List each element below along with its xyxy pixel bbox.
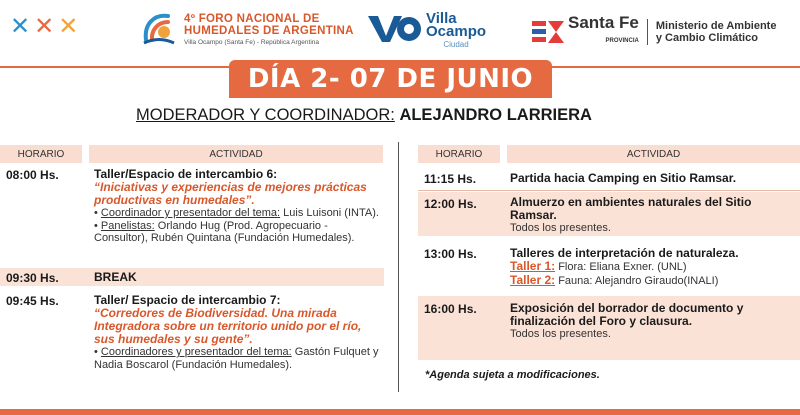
right-activity-4-title: Exposición del borrador de documento y finalización del Foro y clausura. xyxy=(510,301,744,328)
agenda-note: *Agenda sujeta a modificaciones. xyxy=(425,369,600,381)
ministry-line2: y Cambio Climático xyxy=(655,32,758,44)
row-separator xyxy=(418,190,800,191)
footer-bar xyxy=(0,409,800,415)
right-activity-4 xyxy=(510,302,772,341)
panelists-label: Panelistas: xyxy=(100,219,155,232)
x-mark-icon: ✕ xyxy=(58,12,79,40)
taller-2-label: Taller 2: xyxy=(510,272,556,287)
taller-2-value: Fauna: Alejandro Giraudo(INALI) xyxy=(555,274,719,287)
right-activity-3-title: Talleres de interpretación de naturaleza. xyxy=(510,246,739,260)
left-activity-1-panelists xyxy=(94,220,384,245)
right-col-horario xyxy=(418,145,500,163)
right-time-3: 13:00 Hs. xyxy=(424,247,477,261)
foro-emblem-icon xyxy=(140,10,178,48)
left-activity-3 xyxy=(94,294,384,371)
left-activity-1 xyxy=(94,168,384,245)
x-mark-icon: ✕ xyxy=(10,12,31,40)
right-col-horario-label: HORARIO xyxy=(435,148,483,160)
left-activity-3-quote: “Corredores de Biodiversidad. Una mirada Integradora sobre un territorio unido por el río, sus humedales y su gente”. xyxy=(94,306,362,346)
left-activity-2 xyxy=(94,271,384,284)
moderator-label: MODERADOR Y COORDINADOR: xyxy=(136,106,395,124)
moderator-line xyxy=(136,106,592,125)
left-col-horario-label: HORARIO xyxy=(17,148,65,160)
moderator-name: ALEJANDRO LARRIERA xyxy=(399,106,592,124)
santa-fe-flag-icon xyxy=(532,19,564,45)
taller-2-line xyxy=(510,274,798,288)
day-banner xyxy=(229,60,552,98)
left-activity-3-coordinators xyxy=(94,346,384,371)
right-activity-4-sub: Todos los presentes. xyxy=(510,328,611,340)
santa-fe-logo xyxy=(532,14,776,50)
left-time-3: 09:45 Hs. xyxy=(6,294,59,308)
santa-fe-name: Santa Fe xyxy=(568,13,639,32)
header-divider xyxy=(647,19,648,45)
coordinators-value: Gastón Fulquet y Nadia Boscarol (Fundación Humedales). xyxy=(94,346,379,371)
foro-subtitle: Villa Ocampo (Santa Fe) - República Argentina xyxy=(184,38,320,46)
day-title: DÍA 2- 07 DE JUNIO xyxy=(247,64,534,94)
left-time-2: 09:30 Hs. xyxy=(6,271,59,285)
left-col-actividad-label: ACTIVIDAD xyxy=(209,148,263,160)
right-activity-3 xyxy=(510,247,798,287)
right-col-actividad xyxy=(507,145,800,163)
villa-name-2: Ocampo xyxy=(426,23,487,40)
foro-title-line2: HUMEDALES DE ARGENTINA xyxy=(184,24,354,37)
left-time-1: 08:00 Hs. xyxy=(6,168,59,182)
bullet: • xyxy=(94,219,101,232)
left-activity-1-title: Taller/Espacio de intercambio 6: xyxy=(94,167,278,181)
santa-fe-provincia: PROVINCIA xyxy=(605,38,639,44)
left-activity-1-quote: “Iniciativas y experiencias de mejores prácticas productivas en humedales”. xyxy=(94,180,367,207)
foro-logo xyxy=(140,10,354,48)
right-activity-2-sub: Todos los presentes. xyxy=(510,222,611,234)
right-activity-2-title: Almuerzo en ambientes naturales del Sitio Ramsar. xyxy=(510,195,752,222)
left-col-actividad xyxy=(89,145,383,163)
villa-name-1: Villa xyxy=(426,10,457,27)
left-col-horario xyxy=(0,145,82,163)
right-activity-1-title: Partida hacia Camping en Sitio Ramsar. xyxy=(510,171,737,185)
right-time-1: 11:15 Hs. xyxy=(424,172,477,186)
left-activity-1-coordinator xyxy=(94,207,384,220)
taller-1-line xyxy=(510,260,798,274)
right-time-4: 16:00 Hs. xyxy=(424,302,477,316)
x-mark-icon: ✕ xyxy=(34,12,55,40)
coordinators-label: Coordinadores y presentador del tema: xyxy=(100,346,292,358)
villa-ocampo-mark-icon xyxy=(368,14,422,50)
taller-1-label: Taller 1: xyxy=(510,259,556,273)
ministry-line1: Ministerio de Ambiente xyxy=(655,20,777,32)
column-divider xyxy=(398,142,399,392)
villa-ocampo-logo xyxy=(368,12,486,51)
x-marks-logo xyxy=(10,14,78,38)
break-title: BREAK xyxy=(94,270,137,284)
foro-title-line1: 4º FORO NACIONAL DE xyxy=(184,12,320,25)
right-col-actividad-label: ACTIVIDAD xyxy=(626,148,681,160)
right-activity-2 xyxy=(510,196,798,235)
panelists-value: Orlando Hug (Prod. Agropecuario - Consultor), Rubén Quintana (Fundación Humedales). xyxy=(94,219,355,244)
taller-1-value: Flora: Eliana Exner. (UNL) xyxy=(555,261,687,273)
bullet: • xyxy=(94,207,101,219)
villa-subtitle: Ciudad xyxy=(443,40,469,49)
coordinator-label: Coordinador y presentador del tema: xyxy=(100,207,281,219)
bullet: • xyxy=(94,346,101,358)
right-activity-1 xyxy=(510,172,798,185)
header xyxy=(0,0,800,58)
left-activity-3-title: Taller/ Espacio de intercambio 7: xyxy=(94,293,281,307)
right-time-2: 12:00 Hs. xyxy=(424,197,477,211)
coordinator-value: Luis Luisoni (INTA). xyxy=(280,207,379,219)
